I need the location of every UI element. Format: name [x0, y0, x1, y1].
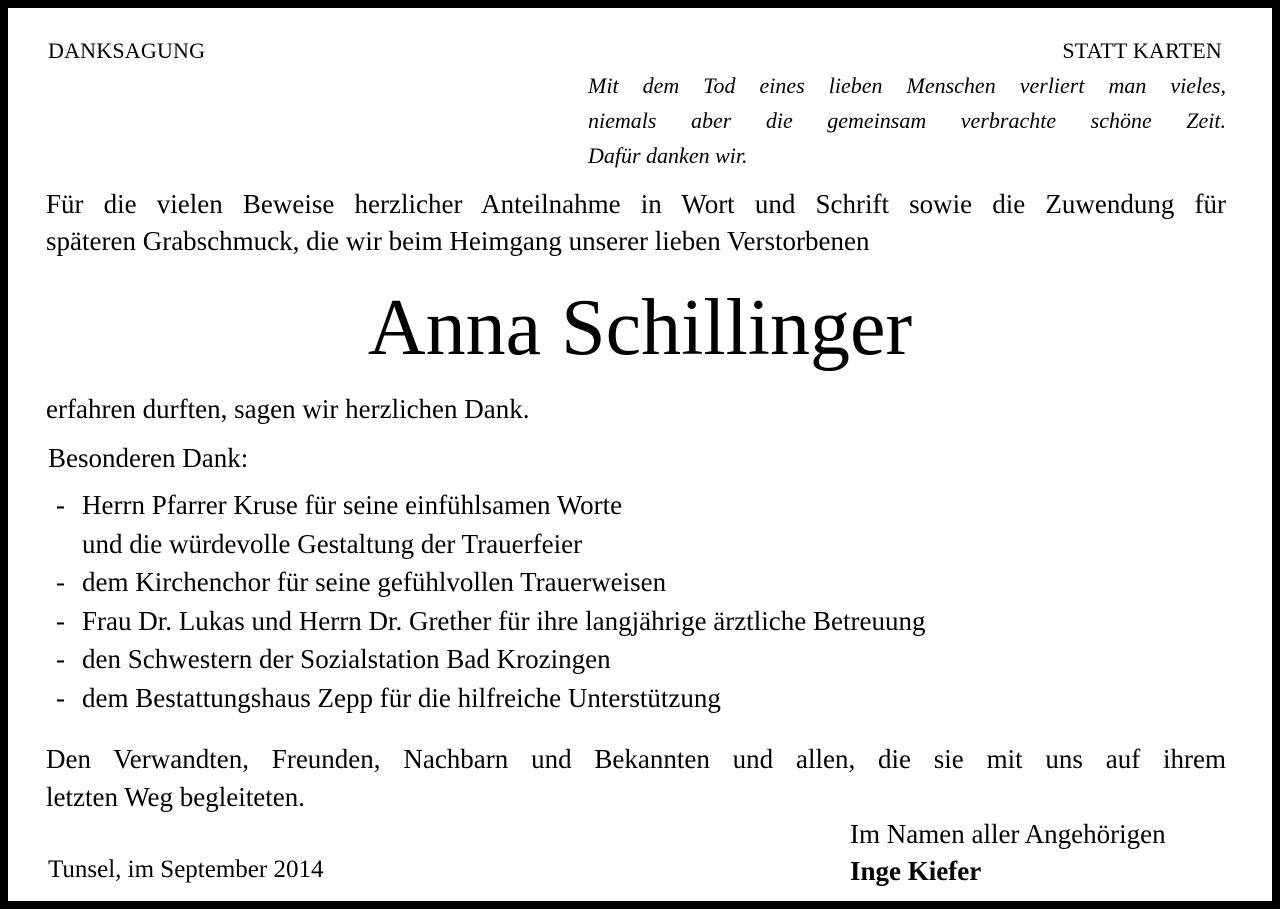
list-item-continuation: und die würdevolle Gestaltung der Trauerfeier — [82, 528, 583, 559]
heading-statt-karten: STATT KARTEN — [1062, 38, 1222, 63]
list-item-text: Frau Dr. Lukas und Herrn Dr. Grether für ihre langjährige ärztliche Betreuung — [82, 605, 926, 636]
list-item — [56, 602, 925, 641]
list-item — [56, 640, 925, 679]
list-item-text: Herrn Pfarrer Kruse für seine einfühlsamen Worte — [82, 490, 623, 520]
list-item — [56, 563, 925, 602]
place-date: Tunsel, im September 2014 — [48, 856, 324, 883]
deceased-name: Anna Schillinger — [367, 284, 913, 372]
list-dash: - — [56, 682, 65, 713]
list-item — [56, 486, 925, 563]
special-thanks-title: Besonderen Dank: — [48, 443, 249, 473]
intro-paragraph — [46, 186, 1226, 260]
list-item-text: den Schwestern der Sozialstation Bad Krozingen — [82, 644, 611, 675]
motto-quote — [588, 68, 1226, 173]
list-item-text: dem Bestattungshaus Zepp für die hilfreiche Unterstützung — [82, 682, 721, 713]
list-dash: - — [56, 605, 65, 636]
list-item — [56, 679, 925, 718]
special-thanks-list — [56, 486, 925, 718]
motto-line: niemals aber die gemeinsam verbrachte schöne Zeit. — [588, 108, 1226, 133]
closing-line: Den Verwandten, Freunden, Nachbarn und Bekannten und allen, die sie mit uns auf ihrem — [46, 744, 1226, 774]
list-dash: - — [56, 644, 65, 675]
signature-label: Im Namen aller Angehörigen — [850, 819, 1166, 849]
list-dash: - — [56, 567, 65, 598]
motto-line: Mit dem Tod eines lieben Menschen verliert man vieles, — [588, 73, 1226, 98]
after-name-sentence: erfahren durften, sagen wir herzlichen Dank. — [46, 394, 530, 424]
signature-name: Inge Kiefer — [850, 856, 982, 886]
motto-line: Dafür danken wir. — [588, 143, 748, 168]
intro-line: Für die vielen Beweise herzlicher Anteilnahme in Wort und Schrift sowie die Zuwendung für — [46, 189, 1226, 219]
closing-line: letzten Weg begleiteten. — [46, 782, 305, 812]
heading-danksagung: DANKSAGUNG — [48, 38, 206, 63]
closing-paragraph — [46, 740, 1226, 816]
intro-line: späteren Grabschmuck, die wir beim Heimgang unserer lieben Verstorbenen — [46, 226, 870, 256]
list-item-text: dem Kirchenchor für seine gefühlvollen Trauerweisen — [82, 567, 667, 598]
list-dash: - — [56, 490, 65, 520]
